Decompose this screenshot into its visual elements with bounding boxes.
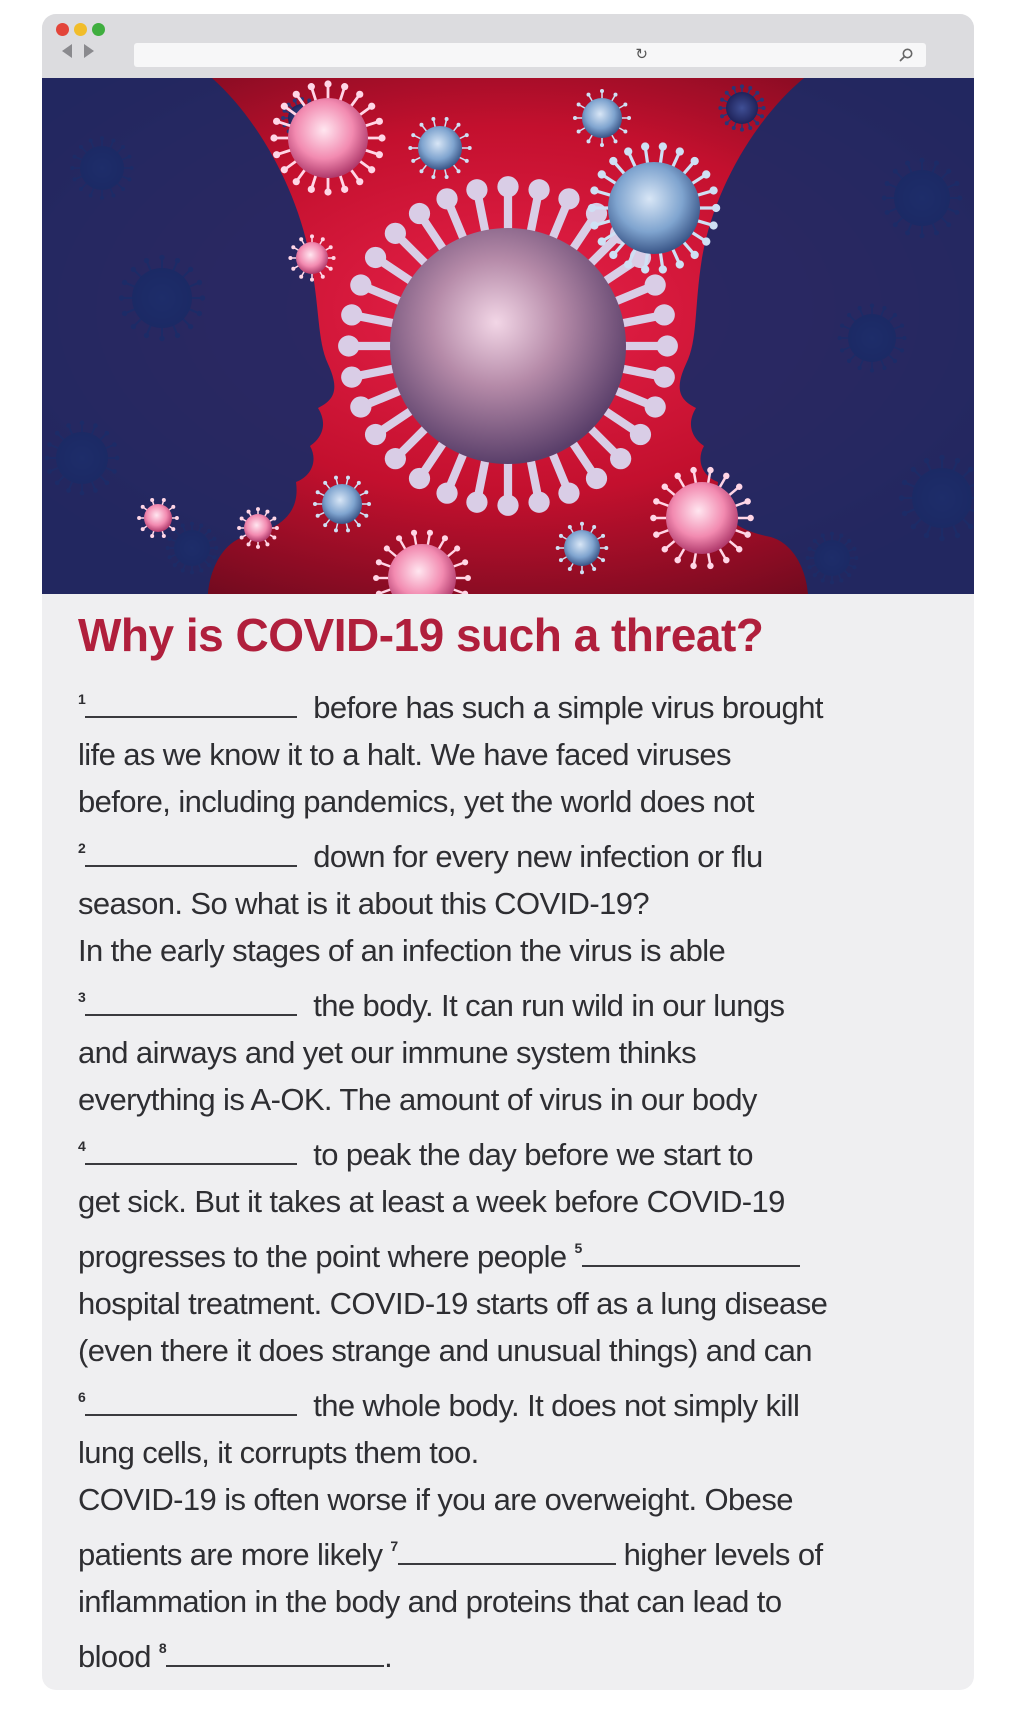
line-text: and airways and yet our immune system thinks: [78, 1035, 696, 1070]
line-text: life as we know it to a halt. We have faced viruses: [78, 737, 731, 772]
line-text: the body. It can run wild in our lungs: [313, 988, 785, 1023]
close-window-button[interactable]: [56, 23, 69, 36]
gap-number: 4: [78, 1138, 86, 1154]
reload-icon[interactable]: ↻: [635, 46, 648, 63]
article-line: [78, 974, 938, 1029]
article-line: [78, 1429, 938, 1476]
line-text: In the early stages of an infection the virus is able: [78, 933, 726, 968]
line-text: progresses to the point where people: [78, 1239, 567, 1274]
line-text: season. So what is it about this COVID-19?: [78, 886, 649, 921]
answer-blank[interactable]: [85, 988, 297, 1016]
article-line: [78, 927, 938, 974]
answer-blank[interactable]: [398, 1537, 616, 1565]
article-line: [78, 1029, 938, 1076]
article-line: [78, 1476, 938, 1523]
line-text: .: [384, 1639, 393, 1674]
answer-blank[interactable]: [85, 839, 297, 867]
line-text: to peak the day before we start to: [313, 1137, 753, 1172]
virus-particle: [718, 84, 765, 131]
line-text: before, including pandemics, yet the world does not: [78, 784, 754, 819]
back-arrow-icon[interactable]: [62, 44, 72, 58]
line-text: hospital treatment. COVID-19 starts off as a lung disease: [78, 1286, 828, 1321]
article-line: [78, 825, 938, 880]
article-title: Why is COVID-19 such a threat?: [78, 609, 764, 661]
line-text: (even there it does strange and unusual things) and can: [78, 1333, 812, 1368]
line-text: the whole body. It does not simply kill: [313, 1388, 800, 1423]
answer-blank[interactable]: [582, 1239, 800, 1267]
line-text: lung cells, it corrupts them too.: [78, 1435, 479, 1470]
coronavirus-hero-image: [42, 78, 974, 594]
address-bar[interactable]: [134, 43, 662, 67]
gap-number: 6: [78, 1389, 86, 1405]
article-line: [78, 1178, 938, 1225]
article-line: [78, 1625, 938, 1680]
article-body: [78, 604, 938, 1680]
gap-number: 1: [78, 691, 86, 707]
line-text: everything is A-OK. The amount of virus in our body: [78, 1082, 757, 1117]
gap-number: 3: [78, 989, 86, 1005]
article-line: [78, 1225, 938, 1280]
line-text: inflammation in the body and proteins that can lead to: [78, 1584, 782, 1619]
line-text: before has such a simple virus brought: [313, 690, 823, 725]
browser-toolbar: [42, 14, 974, 78]
answer-blank[interactable]: [85, 1137, 297, 1165]
answer-blank[interactable]: [166, 1639, 384, 1667]
line-text: get sick. But it takes at least a week before COVID-19: [78, 1184, 785, 1219]
maximize-window-button[interactable]: [92, 23, 105, 36]
article-line: [78, 880, 938, 927]
gap-number: 7: [390, 1538, 398, 1554]
line-text: patients are more likely: [78, 1537, 383, 1572]
article-line: [78, 1327, 938, 1374]
gap-number: 2: [78, 840, 86, 856]
article-line: [78, 778, 938, 825]
article-line: [78, 1523, 938, 1578]
minimize-window-button[interactable]: [74, 23, 87, 36]
article-line: [78, 731, 938, 778]
line-text: COVID-19 is often worse if you are overweight. Obese: [78, 1482, 793, 1517]
line-text: blood: [78, 1639, 151, 1674]
search-icon[interactable]: [898, 47, 914, 63]
forward-arrow-icon[interactable]: [84, 44, 94, 58]
article-line: [78, 676, 938, 731]
answer-blank[interactable]: [85, 690, 297, 718]
gap-number: 5: [574, 1240, 582, 1256]
article-text: [78, 676, 938, 1680]
article-line: [78, 1123, 938, 1178]
article-line: [78, 1578, 938, 1625]
article-line: [78, 1280, 938, 1327]
gap-number: 8: [158, 1640, 167, 1656]
line-text: down for every new infection or flu: [313, 839, 763, 874]
browser-window: [42, 14, 974, 1690]
article-line: [78, 1076, 938, 1123]
article-line: [78, 1374, 938, 1429]
line-text: higher levels of: [623, 1537, 823, 1572]
search-bar[interactable]: [656, 43, 926, 67]
answer-blank[interactable]: [85, 1388, 297, 1416]
